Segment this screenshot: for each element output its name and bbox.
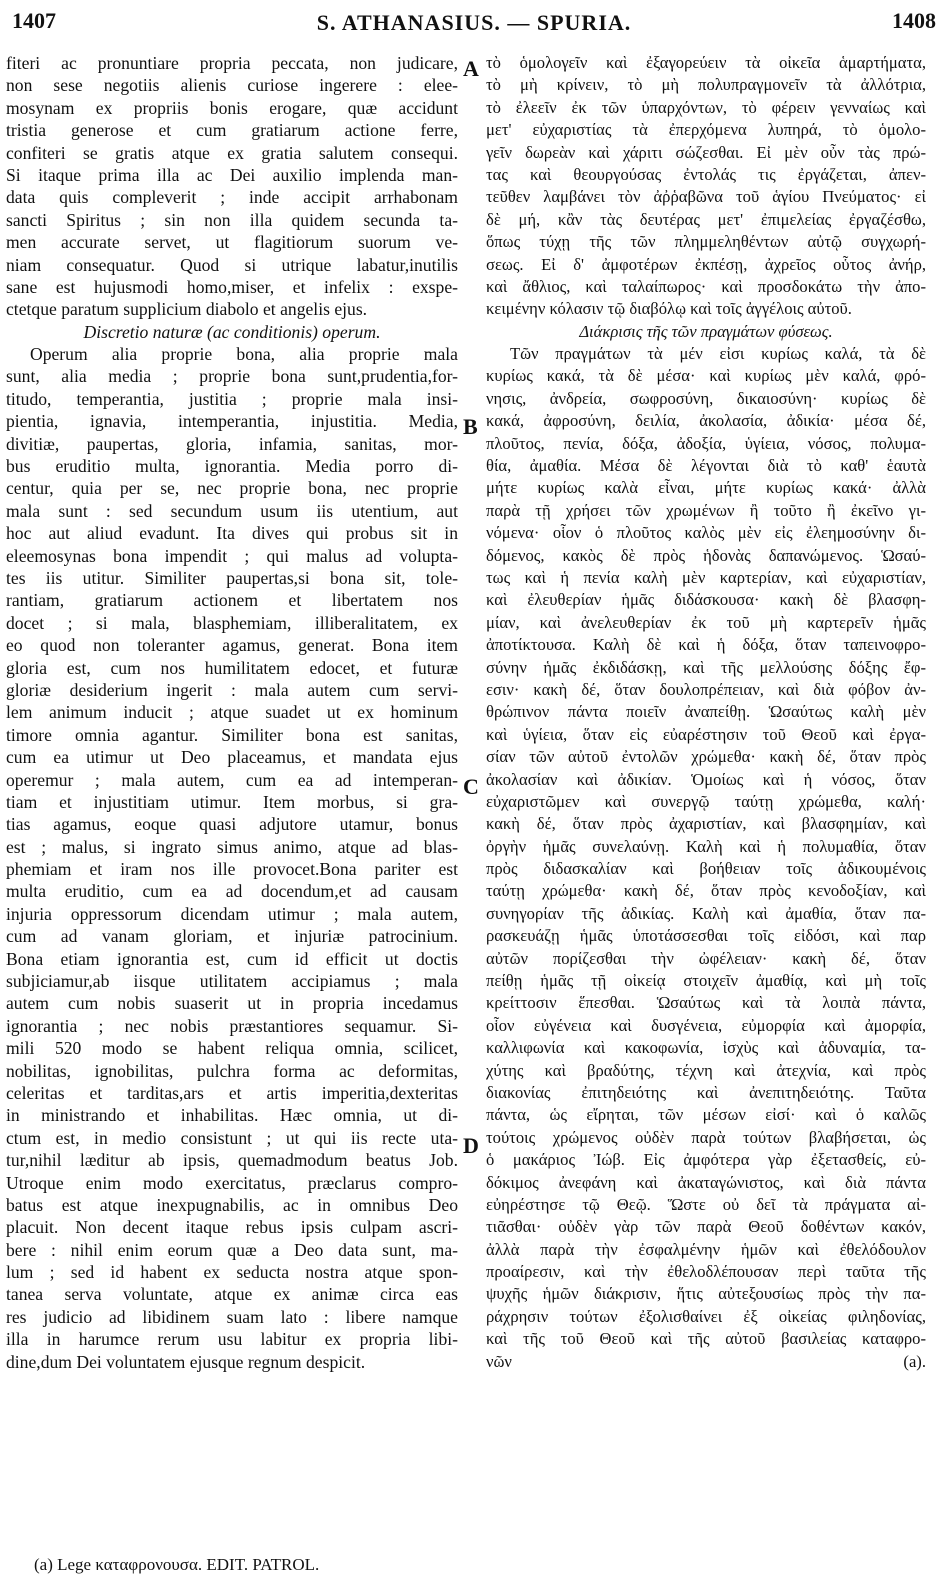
text-line: νόμενα· οἷον ὁ πλοῦτος καλὸς μὲν εἰς ἐλεημοσύνην δι- (486, 523, 926, 543)
text-line: Operum alia proprie bona, alia proprie mala (30, 344, 458, 365)
text-line: Si itaque prima illa ac Dei auxilio implenda man- (6, 164, 458, 185)
text-line: συνηγορίαν τῆς ἀδικίας. Καλὴ καὶ ἀμαθία, ὅταν πα- (486, 903, 926, 923)
text-line: εσιν· κακὴ δέ, ὅταν δουλοπρέπειαν, καὶ διὰ φόβον ἀν- (486, 679, 926, 699)
footnote: (a) Lege καταφρονουσα. EDIT. PATROL. (34, 1555, 320, 1574)
text-line: διακονίας ἐπιτηδειότης καὶ ἀνεπιτηδειότης. Ταῦτα (486, 1082, 926, 1102)
text-line: batus est atque inexpugnabilis, ac in omnibus Deo (6, 1194, 458, 1215)
text-line: Τῶν πραγμάτων τὰ μέν εἰσι κυρίως καλά, τὰ δὲ (510, 344, 926, 364)
text-line: rantiam, gratiarum actionem et libertatem nos (6, 590, 458, 611)
text-line: titudo, temperantia, justitia ; proprie mala insi- (6, 388, 458, 409)
text-line: tur,nihil læditur ab ipsis, quemadmodum beatus Job. (6, 1150, 458, 1171)
text-line: tes iis utitur. Similiter paupertas,si bona sit, tole- (6, 567, 458, 588)
text-line: multa eruditio, cum ea ad docendum,et ad causam (6, 881, 458, 902)
text-line: ἀποτίκτουσα. Καλὴ δὲ καὶ ἡ δόξα, ὅταν ταπεινοφρο- (486, 635, 926, 655)
text-line: mala sunt : sed secundum usum iis utentium, aut (6, 500, 458, 521)
text-line: tiam et injustitiam utimur. Item morbus, si gra- (6, 791, 458, 812)
text-line: nobilitas, ignobilitas, pulchra forma ac deformitas, (6, 1060, 458, 1081)
text-line: μετ' εὐχαριστίας τὰ ἐπερχόμενα λυπηρά, τὸ ὁμολο- (486, 120, 926, 140)
text-line: sancti Spiritus ; sin non illa quidem secunda ta- (6, 209, 458, 230)
text-line: γεῖν δωρεὰν καὶ χάριτι σώζεσθαι. Εἰ μὲν οὖν τὰς πρώ- (486, 142, 926, 162)
text-line: centur, quia per se, nec proprie bona, nec proprie (6, 478, 458, 499)
latin-column (6, 52, 458, 1373)
text-line: χύτης καὶ βραδύτης, τέχνη καὶ ἀτεχνία, καὶ πρὸς (486, 1060, 926, 1080)
text-line: men accurate servet, ut flagitiorum suorum ve- (6, 232, 458, 253)
text-line: mosynam ex propriis bonis erogare, quæ accidunt (6, 97, 458, 118)
text-line: θρώπινον πάντα ποιεῖν ἀναπείθῃ. Ὡσαύτως καλὴ μὲν (486, 702, 926, 722)
text-line: θία, ἀμαθία. Μέσα δὲ λέγονται διὰ τὸ καθ' ἑαυτὰ (486, 456, 926, 476)
margin-letter-a: A (463, 56, 479, 81)
text-line: τὸ ὁμολογεῖν καὶ ἐξαγορεύειν τὰ οἰκεῖα ἁμαρτήματα, (486, 53, 926, 72)
text-line: phemiam et iram nos ille provocet.Bona pariter est (6, 859, 458, 880)
text-line: ἀλλὰ παρὰ τὴν ἐσφαλμένην ἡμῶν καὶ ἐθελόδουλον (486, 1239, 926, 1259)
text-line: placuit. Non decent itaque rebus ipsis culpam ascri- (6, 1217, 458, 1238)
margin-letter-c: C (463, 774, 479, 799)
text-line: res judicio ad libidinem suam lato : libere namque (6, 1306, 458, 1327)
text-line: gloria est, cum nos humilitatem edocet, et futuræ (6, 657, 458, 678)
text-line: κακά, ἀφροσύνη, δειλία, ἀκολασία, ἀδικία· μέσα δέ, (486, 411, 926, 431)
text-line: δόμενος, κακὸς δὲ πρὸς ἡδονὰς δαπανώμενος. Ὡσαύ- (486, 545, 926, 565)
text-line: οἷον εὐγένεια καὶ δυσγένεια, εὐμορφία καὶ ἀμορφία, (486, 1015, 926, 1035)
text-line: ignorantia ; nec nobis præstantiores sequamur. Si- (6, 1015, 458, 1036)
text-line: ὅπως τύχῃ τῆς τῶν πλημμεληθέντων αὐτῷ συγχωρή- (486, 232, 926, 252)
text-line: lem animum inducit ; atque suadet ut ex hominum (6, 702, 458, 723)
text-line: τεῦθεν λαμβάνει τὸν ἀῤῥαβῶνα τοῦ ἁγίου Πνεύματος· εἰ (486, 187, 926, 207)
text-line: docet ; si mala, blasphemiam, illiberalitatem, ex (6, 612, 458, 633)
text-line: divitiæ, paupertas, gloria, infamia, sanitas, mor- (6, 433, 458, 454)
text-line: εὐχαριστῶμεν καὶ συνεργῷ ταύτῃ χρώμεθα, καλή· (486, 791, 926, 811)
text-line: tias agamus, eoque quasi adjutore utamur, bonus (6, 814, 458, 835)
text-line: hoc aut aliud evadunt. Ita dives qui probus sit in (6, 523, 458, 544)
text-line: καὶ ἐλευθερίαν ἡμᾶς διδάσκουσα· κακὴ δὲ βλασφη- (486, 590, 926, 610)
text-line: ὀργὴν ἡμᾶς συνελαύνῃ. Καλὴ καὶ ἡ πολυμαθία, ὅταν (486, 836, 926, 856)
text-line: αὐτῶν πορίζεσθαι τὴν ὠφέλειαν· κακὴ δέ, ὅταν (486, 948, 926, 968)
text-line: τούτοις χρώμενος οὐδὲν παρὰ τούτων βλαβήσεται, ὡς (486, 1127, 926, 1147)
text-line: σύνην ἡμᾶς ἐκδιδάσκῃ, καὶ τῆς μελλούσης δόξης ἔφ- (486, 657, 926, 677)
text-line: autem cum nobis suaserit ut in propria incedamus (6, 993, 458, 1014)
text-line: δὲ μή, κἂν τὰς δευτέρας μετ' ἐπιμελείας ἐργαζέσθω, (486, 209, 926, 229)
text-line: δόκιμος ἀνεφάνη καὶ ἀκαταγώνιστος, καὶ διὰ πάντα (486, 1172, 926, 1192)
text-line: Utroque enim modo exercitatus, præclarus compro- (6, 1172, 458, 1193)
text-line: ταύτῃ χρώμεθα· κακὴ δέ, ὅταν πρὸς κενοδοξίαν, καὶ (486, 881, 926, 901)
margin-letter-d: D (463, 1133, 479, 1158)
text-line: ρασκευάζῃ ἡμᾶς ὑποτάσσεσθαι τοῖς εἰδόσι, καὶ παρ (486, 926, 926, 946)
text-line: confiteri se gratis atque ex gratia salutem consequi. (6, 142, 458, 163)
text-line: νησις, ἀνδρεία, σωφροσύνη, δικαιοσύνη· κυρίως δὲ (486, 388, 926, 408)
text-line: καλλιφωνία καὶ κακοφωνία, ἰσχὺς καὶ ἀδυναμία, τα- (486, 1038, 926, 1058)
text-line: τας καὶ θεουργούσας ἐντολάς τις ἐργάζεται, ἀπεν- (486, 164, 926, 184)
text-line: σίαν τῶν αὐτοῦ ἐντολῶν χρώμεθα· κακὴ δέ, ὅταν πρὸς (486, 747, 926, 767)
text-line: est ; malus, si ingrato simus animo, atque ad blas- (6, 836, 458, 857)
text-line: gloriæ desiderium ingerit : mala autem cum servi- (6, 679, 458, 700)
text-line: ὁ μακάριος Ἰώβ. Εἰς ἀμφότερα γὰρ ἐξετασθείς, εὐ- (486, 1150, 926, 1170)
text-line: καὶ ἄθλιος, καὶ ταλαίπωρος· καὶ προσδοκάτω τὴν ἀπο- (486, 276, 926, 296)
text-line: πρὸς διδασκαλίαν καὶ βοήθειαν τοῖς ἀδικουμένοις (486, 859, 926, 879)
text-line: τὸ ἐλεεῖν ἐκ τῶν ὑπαρχόντων, τὸ φέρειν γενναίως καὶ (486, 97, 926, 117)
text-line: ἀκολασίαν καὶ ἀδικίαν. Ὁμοίως καὶ ἡ νόσος, ὅταν (486, 769, 926, 789)
text-line: καὶ τῆς τοῦ Θεοῦ καὶ τῆς αὐτοῦ βασιλείας καταφρο- (486, 1329, 926, 1349)
text-line: celeritas et tarditas,ars et artis imperitia,dexteritas (6, 1082, 458, 1103)
text-line: τιᾶσθαι· οὐδὲν γὰρ τῶν παρὰ Θεοῦ δοθέντων κακόν, (486, 1217, 926, 1237)
running-title: S. ATHANASIUS. — SPURIA. (316, 10, 632, 35)
section-heading: Διάκρισις τῆς τῶν πραγμάτων φύσεως. (579, 321, 833, 341)
text-line: fiteri ac pronuntiare propria peccata, non judicare, (6, 53, 458, 73)
greek-column (486, 52, 926, 1373)
text-line: νῶν (a). (486, 1351, 926, 1371)
text-line: πλοῦτος, πενία, δόξα, ἀδοξία, ὑγίεια, νόσος, πολυμα- (486, 433, 926, 453)
text-line: ψυχῆς ἡμῶν διάκρισιν, ἥτις αὐτεξουσίως πρὸς τὴν πα- (486, 1284, 926, 1304)
text-line: bere : nihil enim eorum quæ a Deo data sunt, ma- (6, 1239, 458, 1260)
text-line: bus eruditio multa, ignorantia. Media porro di- (6, 456, 458, 477)
section-heading: Discretio naturæ (ac conditionis) operum. (83, 321, 381, 342)
text-line: data quis compleverit ; inde accipit arrhabonam (6, 187, 458, 208)
text-line: μήτε κυρίως καλὰ εἶναι, μήτε κυρίως κακά· ἀλλὰ (486, 478, 926, 498)
text-line: cum ad vanam gloriam, et injuriæ patrocinium. (6, 926, 458, 947)
text-line: dine,dum Dei voluntatem ejusque regnum despicit. (6, 1351, 366, 1372)
text-line: cum ea utimur ut Deo placeamus, et mandata ejus (6, 747, 458, 768)
text-line: Bona etiam ignorantia est, cum id efficit ut doctis (6, 948, 458, 969)
text-line: injuria oppressorum dicendam utimur ; mala autem, (6, 903, 458, 924)
text-line: niam consequatur. Quod si utrique labatur,inutilis (6, 254, 458, 275)
text-line: πάντα, ὡς εἴρηται, τῶν μέσων εἰσί· καὶ ὁ καλῶς (486, 1105, 926, 1125)
text-line: καὶ ὑγίεια, ὅταν εἰς εὐαρέστησιν τοῦ Θεοῦ καὶ ἐργα- (486, 724, 926, 744)
page-number-right: 1408 (892, 8, 936, 33)
margin-letter-b: B (463, 414, 478, 439)
text-line: eleemosynas bona impendit ; qui malus ad volupta- (6, 545, 458, 566)
text-line: τως καὶ ἡ πενία καλὴ μὲν καρτερίαν, καὶ εὐχαριστίαν, (486, 567, 926, 587)
text-line: ράχρησιν τούτων ἐξολισθαίνει ἐξ οἰκείας φιληδονίας, (486, 1306, 926, 1326)
text-line: tanea serva voluntate, atque ex animæ circa eas (6, 1284, 458, 1305)
text-line: κακὴ δέ, ὅταν πρὸς ἀχαριστίαν, καὶ βλασφημίαν, καὶ (486, 814, 926, 834)
text-line: τὸ μὴ κρίνειν, τὸ μὴ πολυπραγμονεῖν τὰ ἀλλότρια, (486, 75, 926, 95)
text-line: pientia, ignavia, intemperantia, injustitia. Media, (6, 411, 458, 432)
text-line: μίαν, καὶ ἀνελευθερίαν ἐκ τοῦ μὴ καρτερεῖν ἡμᾶς (486, 612, 926, 632)
text-line: sunt, alia media ; proprie bona sunt,prudentia,for- (6, 366, 458, 387)
text-line: εὐηρέστησε τῷ Θεῷ. Ὥστε οὐ δεῖ τὰ πράγματα αἰ- (486, 1194, 926, 1214)
text-line: subjiciamur,ab iisque utilitatem accipiamus ; mala (6, 971, 458, 992)
text-line: ctum est, in medio consistunt ; ut qui iis recte uta- (6, 1127, 458, 1148)
text-line: σεως. Εἰ δ' ἀμφοτέρων ἐκπέσῃ, ἀχρεῖος οὗτος ἀνήρ, (486, 254, 926, 274)
text-line: sane est hujusmodi homo,miser, et infelix : exspe- (6, 276, 458, 297)
page-header (12, 8, 936, 42)
text-line: lum ; sed id habent ex seducta nostra atque spon- (6, 1262, 458, 1283)
text-line: ctetque paratum supplicium diabolo et angelis ejus. (6, 299, 368, 320)
text-line: operemur ; mala autem, cum ea ad intemperan- (6, 769, 458, 790)
text-line: tristia generose et cum gratiarum actione ferre, (6, 120, 458, 141)
text-line: κυρίως κακά, τὰ δὲ μέσα· καὶ κυρίως μὲν καλά, φρό- (486, 366, 926, 386)
page-number-left: 1407 (12, 8, 56, 33)
text-line: mili 520 modo se habent reliqua omnia, scilicet, (6, 1038, 458, 1059)
text-line: κειμένην κόλασιν τῷ διαβόλῳ καὶ τοῖς ἀγγέλοις αὐτοῦ. (486, 299, 852, 319)
text-line: πείθῃ ἡμᾶς τῇ οἰκείᾳ στοιχεῖν ἀμαθίᾳ, καὶ μὴ τοῖς (486, 971, 926, 991)
text-line: παρὰ τῇ χρήσει τῶν χρωμένων ἢ τοῦτο ἢ ἐκεῖνο γι- (486, 500, 926, 520)
text-line: non sese negotiis alienis curiose ingerere : elee- (6, 75, 458, 96)
text-line: in ministrando et inhabilitas. Hæc omnia, ut di- (6, 1105, 458, 1126)
text-line: illa in harumce rerum usu labitur ex propria libi- (6, 1329, 458, 1350)
text-line: eo quod non toleranter agamus, generat. Bona item (6, 635, 458, 656)
text-line: timore omnia agantur. Similiter bona est sanitas, (6, 724, 458, 745)
text-line: προαίρεσιν, καὶ τὴν ἐθελοδλέπουσαν περὶ ταῦτα τῆς (486, 1262, 926, 1282)
text-line: κρείττοσιν ἕπεσθαι. Ὡσαύτως καὶ τὰ λοιπὰ πάντα, (486, 993, 926, 1013)
